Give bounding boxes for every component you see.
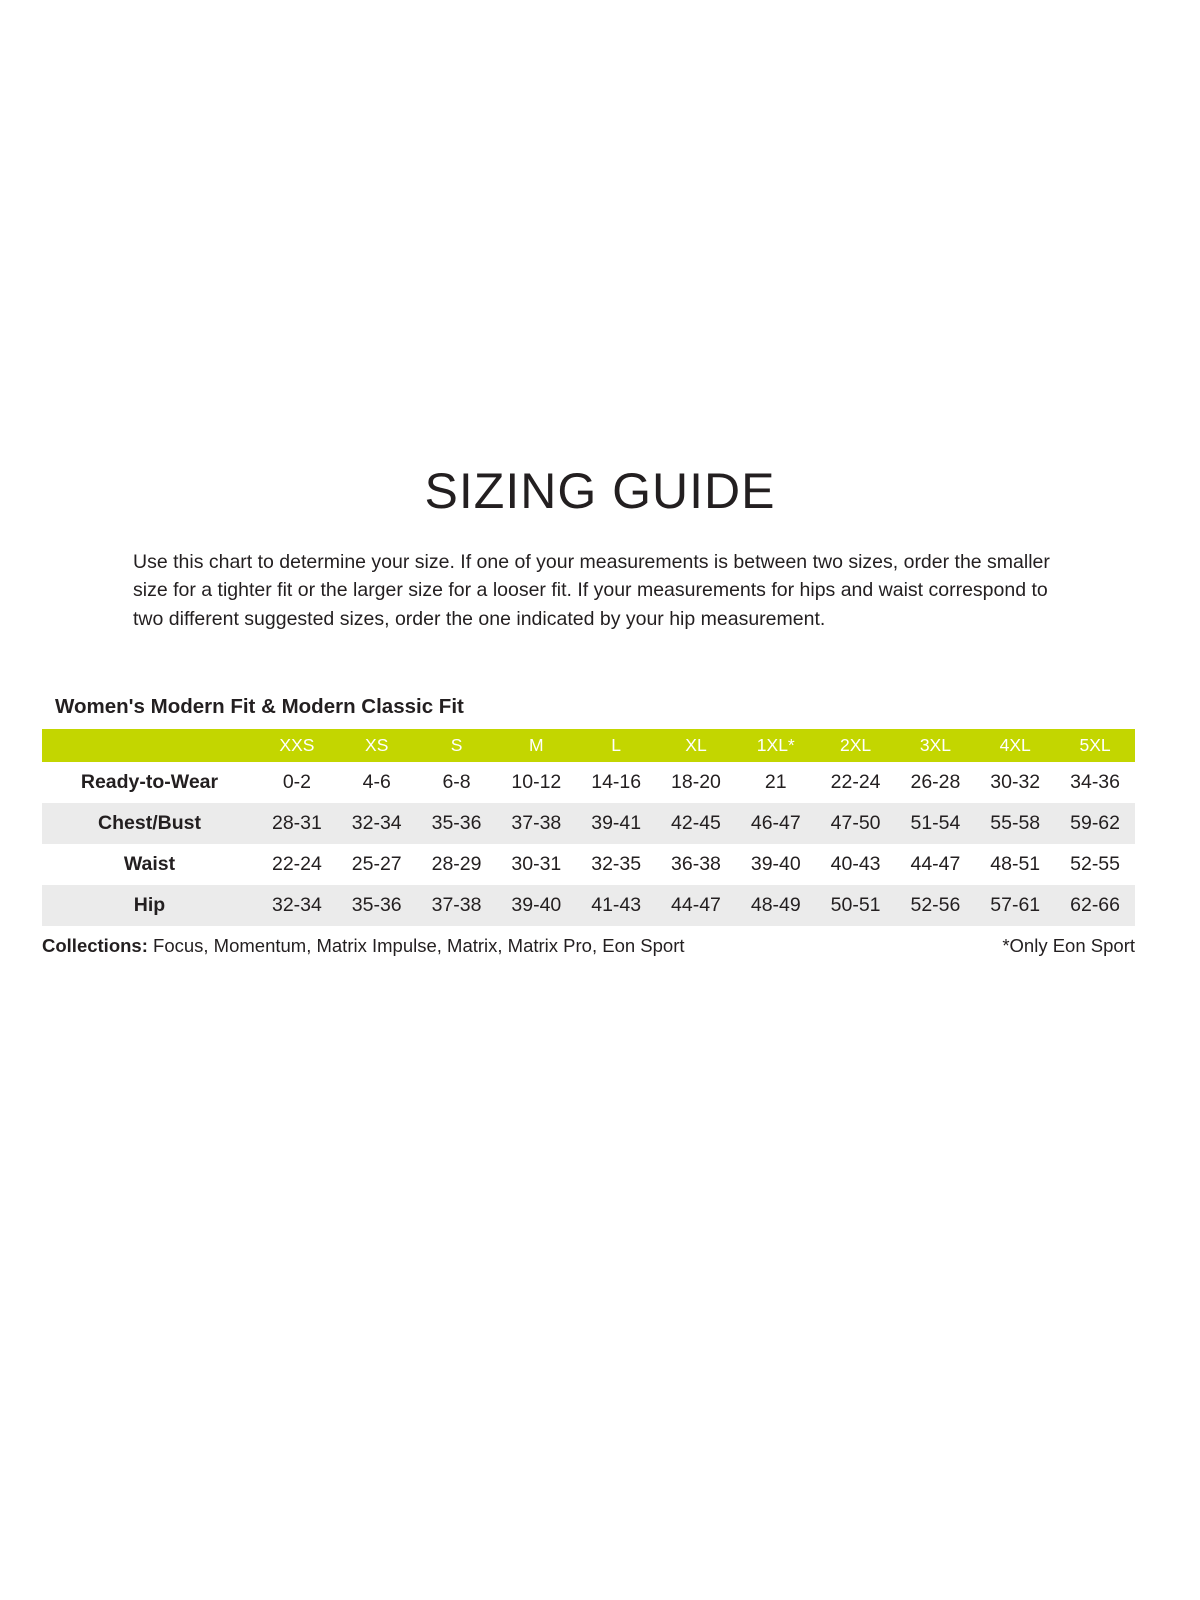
size-value-cell: 40-43 bbox=[830, 853, 881, 876]
size-value-cell: 39-40 bbox=[750, 853, 801, 876]
column-header: 1XL* bbox=[736, 729, 816, 762]
size-value-cell: 46-47 bbox=[736, 803, 816, 844]
size-value-cell: 42-45 bbox=[656, 803, 736, 844]
size-value-cell: 4-6 bbox=[362, 771, 391, 794]
size-value-cell: 52-56 bbox=[896, 885, 976, 926]
size-value-cell: 28-29 bbox=[431, 853, 482, 876]
collections-text: Focus, Momentum, Matrix Impulse, Matrix, Matrix Pro, Eon Sport bbox=[147, 935, 685, 957]
size-value-cell: 44-47 bbox=[656, 885, 736, 926]
footnote: *Only Eon Sport bbox=[1002, 935, 1135, 957]
intro-paragraph: Use this chart to determine your size. If one of your measurements is between two sizes, order the smaller size for a tighter fit or the larger size for a looser fit. If your measurements for hips and waist correspond to two different suggested sizes, order the one indicated by your hip measurement. bbox=[133, 551, 1050, 630]
sizing-table-body bbox=[42, 762, 1135, 926]
size-value-cell: 62-66 bbox=[1055, 885, 1135, 926]
size-value-cell: 18-20 bbox=[671, 771, 721, 794]
size-value-cell: 10-12 bbox=[511, 771, 562, 794]
row-label: Hip bbox=[42, 885, 257, 926]
size-value-cell: 48-49 bbox=[736, 885, 816, 926]
column-header: 4XL bbox=[975, 729, 1055, 762]
size-value-cell: 51-54 bbox=[896, 803, 976, 844]
table-row bbox=[42, 885, 1135, 926]
sizing-table bbox=[42, 729, 1135, 926]
size-value-cell: 41-43 bbox=[576, 885, 656, 926]
column-header: S bbox=[417, 729, 497, 762]
size-value-cell: 47-50 bbox=[816, 803, 896, 844]
size-value-cell: 52-55 bbox=[1070, 853, 1120, 876]
size-value-cell: 32-34 bbox=[257, 885, 337, 926]
size-value-cell: 35-36 bbox=[337, 885, 417, 926]
size-value-cell: 28-31 bbox=[257, 803, 337, 844]
womens-sizing-section bbox=[42, 695, 1135, 957]
size-value-cell: 35-36 bbox=[417, 803, 497, 844]
size-value-cell: 39-41 bbox=[576, 803, 656, 844]
column-header: 2XL bbox=[816, 729, 896, 762]
size-value-cell: 22-24 bbox=[830, 771, 881, 794]
column-header: XL bbox=[656, 729, 736, 762]
column-header: XXS bbox=[257, 729, 337, 762]
collections-line bbox=[42, 935, 685, 957]
size-value-cell: 57-61 bbox=[975, 885, 1055, 926]
size-value-cell: 34-36 bbox=[1070, 771, 1120, 794]
row-label: Ready-to-Wear bbox=[80, 771, 219, 794]
column-header: M bbox=[496, 729, 576, 762]
size-value-cell: 25-27 bbox=[351, 853, 402, 876]
size-value-cell: 50-51 bbox=[816, 885, 896, 926]
table-row bbox=[42, 762, 1135, 803]
size-value-cell: 36-38 bbox=[671, 853, 721, 876]
size-value-cell: 37-38 bbox=[417, 885, 497, 926]
corner-cell bbox=[42, 729, 257, 762]
row-label: Chest/Bust bbox=[42, 803, 257, 844]
size-header-row bbox=[42, 729, 1135, 762]
column-header: XS bbox=[337, 729, 417, 762]
table-section-title: Women's Modern Fit & Modern Classic Fit bbox=[55, 695, 464, 719]
size-value-cell: 39-40 bbox=[496, 885, 576, 926]
size-value-cell: 26-28 bbox=[910, 771, 961, 794]
size-value-cell: 14-16 bbox=[591, 771, 642, 794]
column-header: 5XL bbox=[1055, 729, 1135, 762]
size-value-cell: 32-35 bbox=[591, 853, 642, 876]
size-value-cell: 30-32 bbox=[990, 771, 1041, 794]
size-value-cell: 44-47 bbox=[910, 853, 961, 876]
row-label: Waist bbox=[123, 853, 176, 876]
size-value-cell: 30-31 bbox=[511, 853, 562, 876]
page-title: SIZING GUIDE bbox=[424, 463, 776, 519]
size-value-cell: 6-8 bbox=[442, 771, 471, 794]
column-header: 3XL bbox=[896, 729, 976, 762]
collections-label: Collections: bbox=[42, 935, 148, 957]
size-value-cell: 59-62 bbox=[1055, 803, 1135, 844]
table-row bbox=[42, 803, 1135, 844]
table-row bbox=[42, 844, 1135, 885]
size-value-cell: 0-2 bbox=[282, 771, 311, 794]
column-header: L bbox=[576, 729, 656, 762]
table-footer bbox=[42, 935, 1135, 957]
size-value-cell: 37-38 bbox=[496, 803, 576, 844]
size-value-cell: 22-24 bbox=[271, 853, 322, 876]
size-value-cell: 32-34 bbox=[337, 803, 417, 844]
size-value-cell: 55-58 bbox=[975, 803, 1055, 844]
size-value-cell: 21 bbox=[764, 771, 787, 794]
size-value-cell: 48-51 bbox=[990, 853, 1041, 876]
